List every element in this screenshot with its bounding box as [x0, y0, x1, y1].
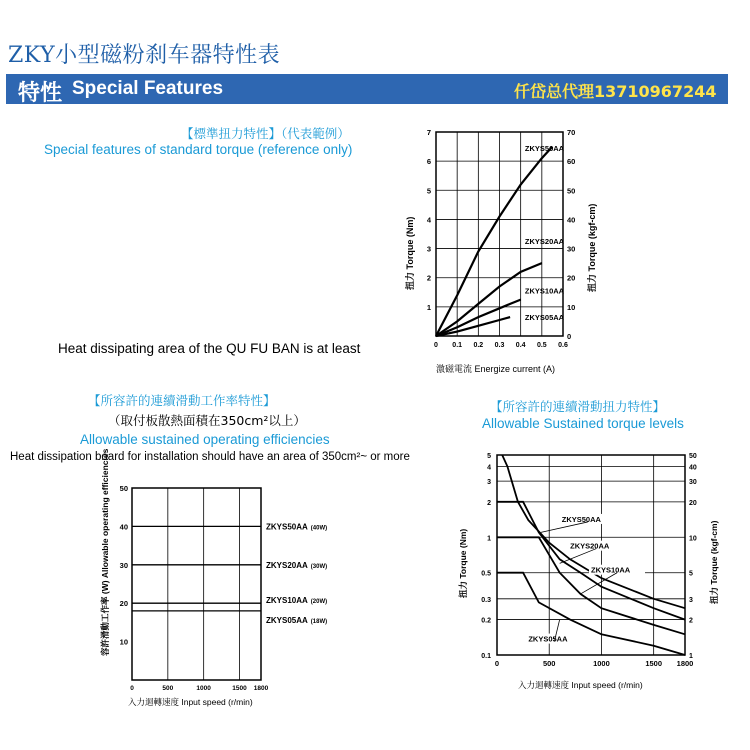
chart3-series-label: ZKYS05AA	[528, 634, 568, 644]
chart3-xtick: 1800	[676, 659, 694, 668]
chart1-series-label: ZKYS50AA	[524, 143, 565, 153]
chart2-xtick: 500	[162, 685, 174, 692]
chart1-y2tick: 20	[567, 273, 576, 283]
chart3-y2tick: 3	[689, 596, 693, 604]
section1-heading-cn: 【標準扭力特性】（代表範例）	[181, 126, 350, 141]
section2-heading-en: Allowable sustained operating efficiencies	[80, 432, 330, 447]
chart3-y2tick: 30	[689, 479, 697, 487]
chart2-ytick: 10	[119, 637, 128, 647]
chart1-ytick: 7	[426, 128, 431, 137]
chart1-series-label: ZKYS10AA	[524, 286, 565, 296]
chart3-ytick: 2	[487, 499, 491, 507]
section1-note: Heat dissipating area of the QU FU BAN is at least	[58, 341, 361, 356]
chart2-xlabel: 入力迴轉速度 Input speed (r/min)	[128, 697, 253, 707]
chart2-series-power: (40W)	[310, 525, 328, 532]
section2-heading-cn: 【所容許的連續滑動工作率特性】	[88, 393, 276, 408]
chart1-xtick: 0.4	[515, 342, 526, 349]
chart3-y2tick: 5	[689, 570, 693, 578]
chart1-y2tick: 0	[567, 332, 572, 341]
chart2-ytick: 40	[119, 522, 128, 532]
chart1-y2tick: 60	[567, 157, 576, 167]
chart2-ytick: 30	[119, 560, 128, 570]
chart2-ylabel: 容許滑動工作率 (W) Allowable operating efficiencies	[100, 448, 110, 656]
chart2-xtick: 1500	[232, 685, 247, 692]
chart3-y2tick: 40	[689, 464, 697, 472]
chart3-y2tick: 1	[689, 653, 693, 660]
chart3-xlabel: 入力迴轉速度 Input speed (r/min)	[518, 680, 643, 690]
chart1-y2tick: 70	[567, 128, 576, 137]
chart2-xtick: 1800	[253, 685, 269, 692]
chart2-series-power: (18W)	[310, 618, 328, 625]
chart1-xtick: 0.6	[558, 342, 568, 349]
chart3-y2tick: 20	[689, 499, 697, 507]
section3-heading-cn: 【所容許的連續滑動扭力特性】	[490, 399, 666, 414]
chart3-y2tick: 2	[689, 617, 693, 625]
chart3-ytick: 0.5	[481, 570, 491, 578]
chart2-ytick: 50	[119, 484, 128, 493]
chart1-y2tick: 10	[567, 302, 576, 312]
chart3-series-label: ZKYS50AA	[561, 514, 601, 524]
chart1-y2label: 扭力 Torque (kgf-cm)	[587, 203, 597, 292]
chart1-xtick: 0.1	[452, 342, 463, 349]
agent-contact: 仟岱总代理13710967244	[514, 82, 717, 101]
chart2-series-name: ZKYS10AA	[266, 596, 308, 606]
chart2-xtick: 1000	[196, 685, 211, 692]
chart1-xtick: 0.2	[473, 342, 484, 349]
chart3-series-label: ZKYS10AA	[591, 565, 631, 575]
chart2-xtick: 0	[130, 685, 134, 692]
section3-heading-en: Allowable Sustained torque levels	[482, 416, 684, 431]
chart3-ytick: 3	[487, 479, 491, 487]
chart1-series-label: ZKYS20AA	[524, 237, 565, 247]
chart3-series-zkys05aa	[497, 573, 685, 655]
chart3-series-label: ZKYS20AA	[570, 541, 610, 551]
chart1-y2tick: 30	[567, 244, 576, 254]
chart3-ytick: 0.3	[481, 596, 491, 604]
chart1-xtick: 0	[434, 342, 438, 349]
chart2-series-power: (20W)	[310, 599, 328, 606]
chart3-y2label: 扭力 Torque (kgf-cm)	[709, 520, 719, 604]
chart1-xlabel: 激磁電流 Energize current (A)	[436, 364, 556, 374]
chart3-ytick: 4	[487, 464, 491, 472]
chart3-ylabel: 扭力 Torque (Nm)	[458, 528, 468, 598]
chart1-ytick: 3	[426, 244, 431, 254]
banner-label-en: Special Features	[72, 78, 224, 99]
chart1-y2tick: 40	[567, 215, 576, 225]
page-title: ZKY小型磁粉刹车器特性表	[8, 43, 281, 68]
chart3-xtick: 0	[494, 659, 500, 668]
chart3-ytick: 1	[487, 535, 491, 543]
chart2-series-power: (30W)	[310, 563, 328, 570]
banner-label-cn: 特性	[18, 81, 63, 106]
chart1-xtick: 0.3	[494, 342, 505, 349]
chart3-y2tick: 50	[689, 453, 697, 460]
chart1-xtick: 0.5	[536, 342, 547, 349]
chart3-ytick: 0.2	[481, 617, 491, 625]
chart2-series-name: ZKYS50AA	[266, 522, 308, 532]
chart1-y2tick: 50	[567, 186, 576, 196]
chart1-ylabel: 扭力 Torque (Nm)	[405, 216, 415, 290]
section1-heading-en: Special features of standard torque (reference only)	[44, 142, 353, 157]
chart1-series-label: ZKYS05AA	[524, 312, 565, 322]
chart1-ytick: 1	[426, 302, 431, 312]
chart1-ytick: 2	[426, 273, 431, 283]
chart3-ytick: 5	[487, 453, 491, 460]
section2-sub-cn: （取付板散熱面積在350cm²以上）	[108, 413, 306, 428]
chart3-ytick: 0.1	[481, 653, 491, 660]
chart2-series-name: ZKYS05AA	[266, 615, 308, 625]
chart2-series-name: ZKYS20AA	[266, 560, 308, 570]
section2-note: Heat dissipation board for installation should have an area of 350cm²~ or more	[10, 451, 410, 463]
chart1-ytick: 4	[426, 215, 431, 225]
chart3-y2tick: 10	[689, 535, 697, 543]
chart3-xtick: 1000	[593, 659, 610, 668]
chart1-ytick: 6	[426, 157, 431, 167]
chart1-ytick: 5	[426, 186, 431, 196]
chart3-xtick: 1500	[645, 659, 663, 668]
chart2-ytick: 20	[119, 599, 128, 609]
chart3-xtick: 500	[542, 659, 556, 668]
